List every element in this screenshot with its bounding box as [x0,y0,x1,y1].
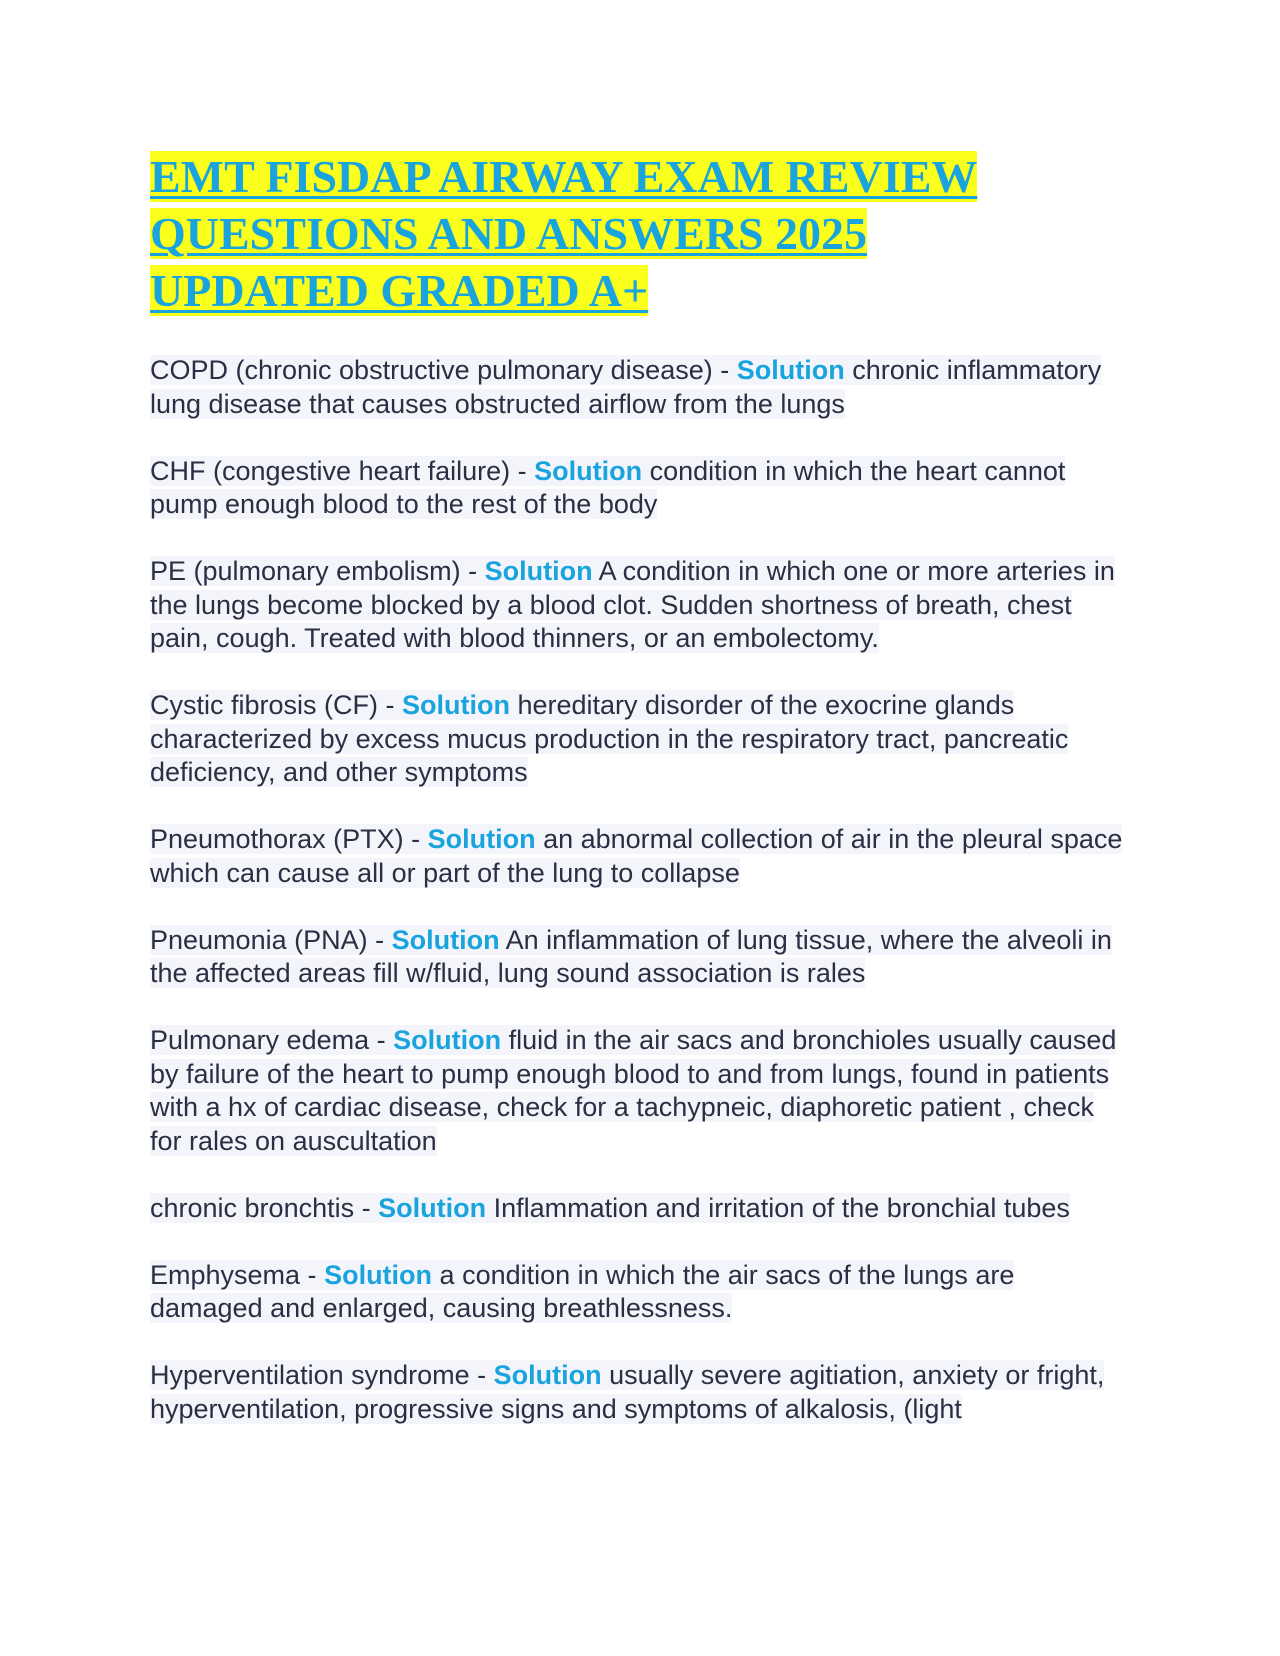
entry-term: COPD (chronic obstructive pulmonary disease) - [150,355,737,385]
solution-label: Solution [324,1259,433,1290]
document-title [150,148,1130,319]
entry-text [150,456,1065,520]
entry-text [150,925,1112,989]
entry-term: Pulmonary edema - [150,1025,394,1055]
entry-text [150,824,1122,888]
qa-entry-cf [150,689,1130,790]
solution-label: Solution [534,455,643,486]
qa-entry-ptx [150,823,1130,890]
entry-definition: a condition in which the air sacs of the lungs are damaged and enlarged, causing breathlessness. [150,1259,1015,1323]
title-line: UPDATED GRADED A+ [150,265,649,316]
entry-definition: usually severe agitiation, anxiety or fright, hyperventilation, progressive signs and symptoms of alkalosis, (light [150,1360,1105,1424]
entry-text [150,355,1101,419]
qa-entry-pe [150,555,1130,656]
solution-label: Solution [484,556,593,586]
entry-definition: An inflammation of lung tissue, where the alveoli in the affected areas fill w/fluid, lung sound association is rales [150,924,1112,988]
entry-term: Pneumonia (PNA) - [150,924,392,955]
entry-text [150,1260,1014,1324]
entry-text [150,690,1068,787]
qa-entry-chf [150,455,1130,522]
entry-term: chronic bronchtis - [150,1192,379,1223]
entry-definition: condition in which the heart cannot pump enough blood to the rest of the body [150,455,1066,519]
solution-label: Solution [391,924,500,955]
document-page [150,148,1130,1460]
solution-label: Solution [736,355,845,385]
entry-text [150,556,1115,653]
entry-term: CHF (congestive heart failure) - [150,455,535,486]
solution-label: Solution [427,824,536,854]
entry-text [150,1193,1070,1223]
title-line: QUESTIONS AND ANSWERS 2025 [150,208,868,259]
solution-label: Solution [493,1360,602,1390]
entry-definition: A condition in which one or more arteries in the lungs become blocked by a blood clot. Sudden shortness of breath, chest pain, cough. Treated with blood thinners, or an embolectomy. [150,556,1115,653]
qa-entry-pulmonary-edema [150,1024,1130,1158]
solution-label: Solution [378,1192,487,1223]
entry-text [150,1025,1116,1156]
entry-term: Cystic fibrosis (CF) - [150,690,402,720]
entry-term: Emphysema - [150,1259,325,1290]
solution-label: Solution [402,690,510,720]
entry-text [150,1360,1104,1424]
entry-definition: an abnormal collection of air in the pleural space which can cause all or part of the lung to collapse [150,824,1123,888]
entry-definition: fluid in the air sacs and bronchioles usually caused by failure of the heart to pump enough blood to and from lungs, found in patients with a hx of cardiac disease, check for a tachypneic, diaphoretic patient , check for rales on auscultation [150,1025,1117,1156]
entry-term: PE (pulmonary embolism) - [150,556,485,586]
entry-term: Pneumothorax (PTX) - [150,824,428,854]
solution-label: Solution [393,1025,502,1055]
qa-list [150,354,1130,1426]
qa-entry-chronic-bronchitis [150,1192,1130,1226]
entry-term: Hyperventilation syndrome - [150,1360,494,1390]
entry-definition: Inflammation and irritation of the bronchial tubes [486,1192,1070,1223]
qa-entry-hyperventilation [150,1359,1130,1426]
entry-definition: hereditary disorder of the exocrine glands characterized by excess mucus production in the respiratory tract, pancreatic deficiency, and other symptoms [150,690,1069,787]
qa-entry-copd [150,354,1130,421]
entry-definition: chronic inflammatory lung disease that causes obstructed airflow from the lungs [150,355,1102,419]
title-line: EMT FISDAP AIRWAY EXAM REVIEW [150,151,978,202]
qa-entry-pna [150,924,1130,991]
qa-entry-emphysema [150,1259,1130,1326]
